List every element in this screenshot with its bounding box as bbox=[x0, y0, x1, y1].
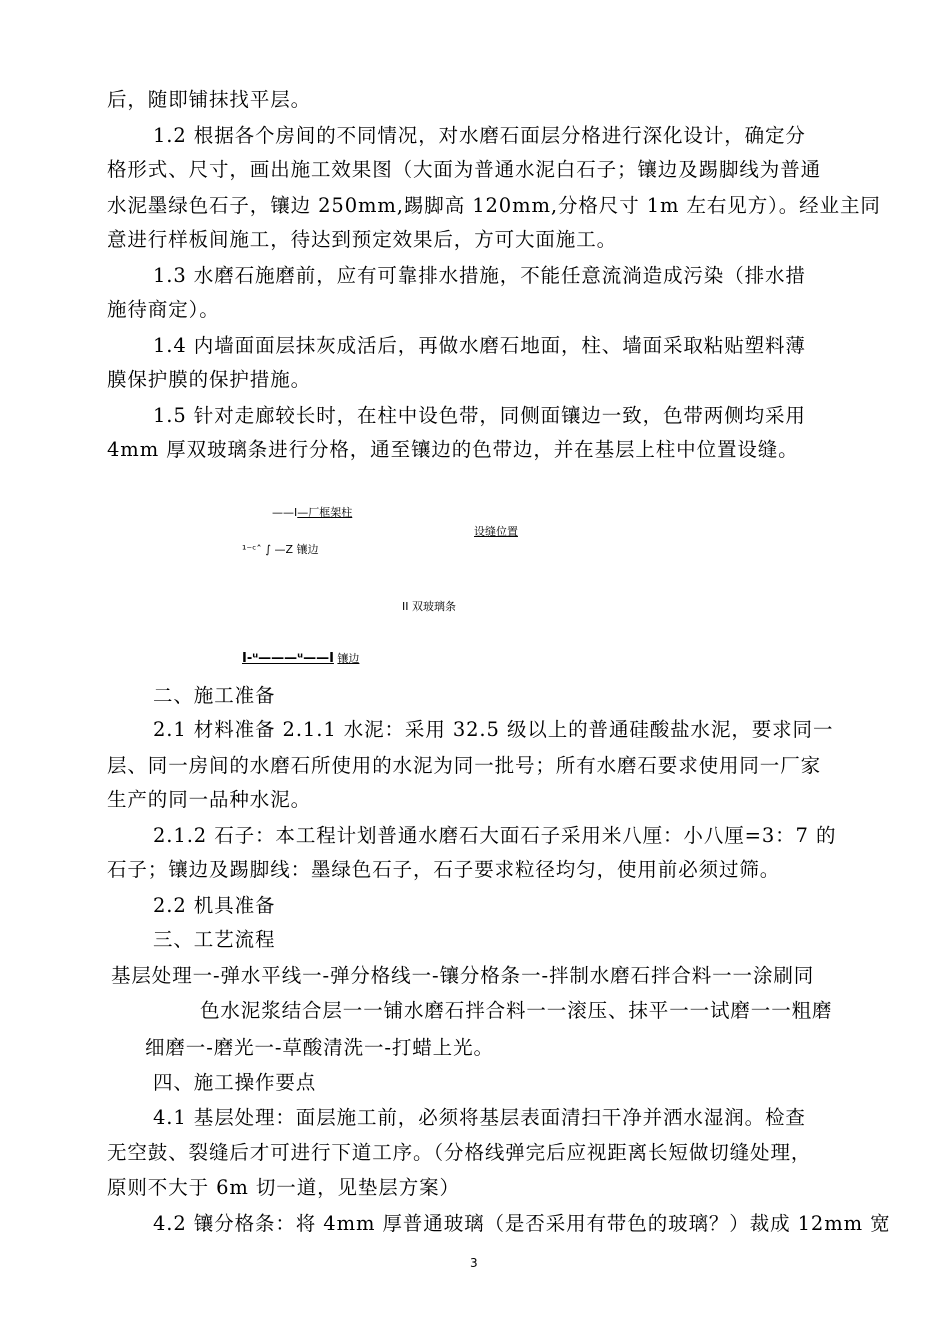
edge-marker-top: ¹⁻ᶜˆ ∫ —Z bbox=[242, 543, 294, 556]
text-line-20: 基层处理一-弹水平线一-弹分格线一-镶分格条一-拌制水磨石拌合料一一涂刷同 bbox=[111, 964, 815, 987]
text-line-10: 1.5 针对走廊较长时，在柱中设色带，同侧面镶边一致，色带两侧均采用 bbox=[153, 404, 806, 427]
edge-label-bottom bbox=[242, 652, 359, 666]
edge-label-top bbox=[242, 543, 319, 557]
text-line-3: 格形式、尺寸，画出施工效果图（大面为普通水泥白石子；镶边及踢脚线为普通 bbox=[107, 158, 822, 181]
joint-position-label: 设缝位置 bbox=[474, 525, 518, 538]
text-line-8: 1.4 内墙面面层抹灰成活后，再做水磨石地面，柱、墙面采取粘贴塑料薄 bbox=[153, 334, 806, 357]
section-heading-4: 四、施工操作要点 bbox=[153, 1071, 317, 1094]
figure-label bbox=[272, 506, 352, 520]
text-line-16: 2.1.2 石子：本工程计划普通水磨石大面石子采用米八厘：小八厘=3：7 的 bbox=[153, 824, 837, 847]
text-line-2: 1.2 根据各个房间的不同情况，对水磨石面层分格进行深化设计，确定分 bbox=[153, 124, 806, 147]
text-line-18: 2.2 机具准备 bbox=[153, 894, 276, 917]
section-heading-3: 三、工艺流程 bbox=[153, 928, 276, 951]
edge-marker-bottom: I-ᵘ———ᵘ——I bbox=[242, 651, 334, 666]
text-line-4: 水泥墨绿色石子，镶边 250mm,踢脚高 120mm,分格尺寸 1m 左右见方）。经业主同 bbox=[107, 194, 881, 217]
text-line-24: 4.1 基层处理：面层施工前，必须将基层表面清扫干净并洒水湿润。检查 bbox=[153, 1106, 806, 1129]
text-line-21: 色水泥浆结合层一一铺水磨石拌合料一一滚压、抹平一一试磨一一粗磨 bbox=[200, 999, 833, 1022]
text-line-6: 1.3 水磨石施磨前，应有可靠排水措施，不能任意流淌造成污染（排水措 bbox=[153, 264, 806, 287]
column-marker: ——I bbox=[272, 506, 298, 519]
text-line-15: 生产的同一品种水泥。 bbox=[107, 788, 312, 811]
text-line-11: 4mm 厚双玻璃条进行分格，通至镶边的色带边，并在基层上柱中位置设缝。 bbox=[107, 438, 799, 461]
text-line-25: 无空鼓、裂缝后才可进行下道工序。（分格线弹完后应视距离长短做切缝处理， bbox=[107, 1141, 812, 1164]
text-line-13: 2.1 材料准备 2.1.1 水泥：采用 32.5 级以上的普通硅酸盐水泥，要求同一 bbox=[153, 718, 834, 741]
text-line-26: 原则不大于 6m 切一道，见垫层方案） bbox=[107, 1176, 460, 1199]
page-number: 3 bbox=[470, 1256, 478, 1270]
frame-column-label: —厂框架柱 bbox=[297, 506, 353, 519]
section-heading-2: 二、施工准备 bbox=[153, 684, 276, 707]
edge-text-top: 镶边 bbox=[296, 543, 319, 556]
text-line-7: 施待商定）。 bbox=[107, 298, 220, 321]
text-line-9: 膜保护膜的保护措施。 bbox=[107, 368, 312, 391]
double-glass-strip-label: II 双玻璃条 bbox=[402, 600, 456, 613]
text-line-22: 细磨一-磨光一-草酸清洗一-打蜡上光。 bbox=[145, 1036, 494, 1059]
text-line-1: 后，随即铺抹找平层。 bbox=[107, 88, 312, 111]
text-line-17: 石子；镶边及踢脚线：墨绿色石子，石子要求粒径均匀，使用前必须过筛。 bbox=[107, 858, 781, 881]
edge-text-bottom: 镶边 bbox=[337, 652, 360, 665]
text-line-27: 4.2 镶分格条：将 4mm 厚普通玻璃（是否采用有带色的玻璃？）裁成 12mm 宽 bbox=[153, 1212, 891, 1235]
text-line-5: 意进行样板间施工，待达到预定效果后，方可大面施工。 bbox=[107, 228, 618, 251]
text-line-14: 层、同一房间的水磨石所使用的水泥为同一批号；所有水磨石要求使用同一厂家 bbox=[107, 754, 822, 777]
